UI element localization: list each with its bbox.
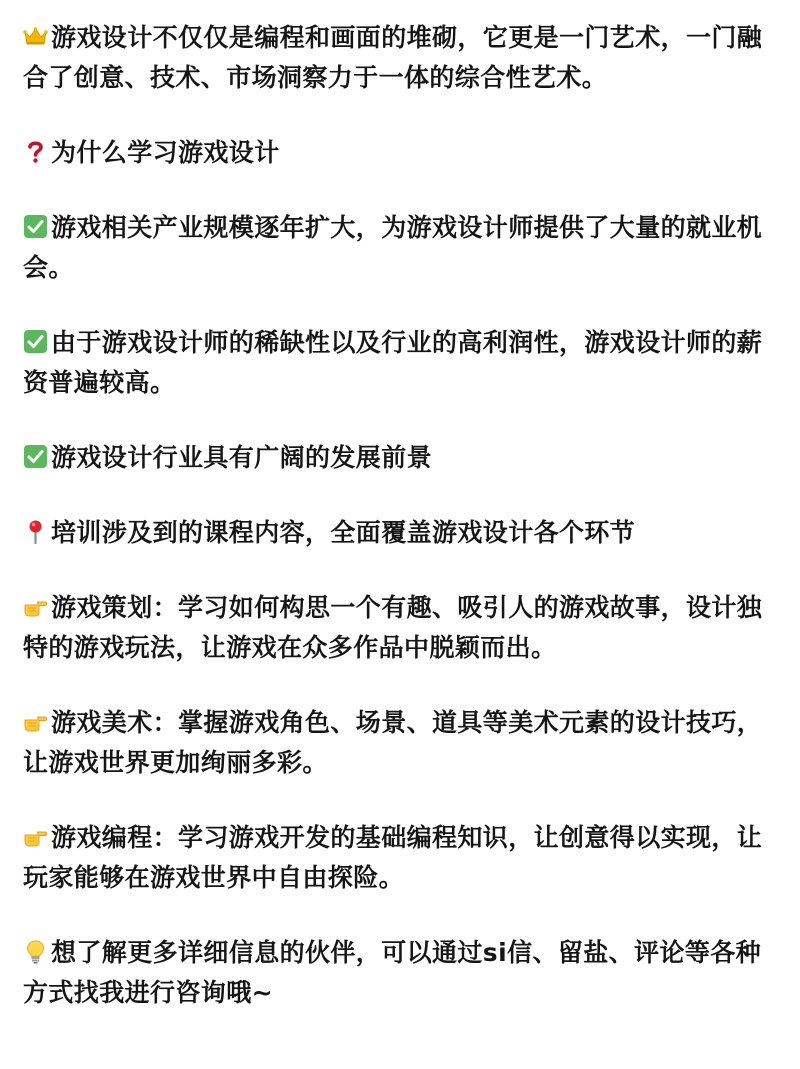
light-bulb-icon [23,939,48,964]
paragraph-text: 想了解更多详细信息的伙伴，可以通过si信、留盐、评论等各种方式找我进行咨询哦~ [23,938,762,1007]
list-item [23,703,775,783]
paragraph-text: 为什么学习游戏设计 [51,138,280,167]
paragraph-intro [23,18,775,98]
list-item [23,208,775,288]
check-mark-icon [23,214,48,239]
list-item [23,588,775,668]
section-heading-why [23,133,775,173]
pin-icon [23,519,48,544]
paragraph-text: 游戏设计行业具有广阔的发展前景 [51,443,433,472]
crown-icon [23,24,48,49]
document-body [23,18,775,1013]
question-mark-icon [23,139,48,164]
section-heading-courses [23,513,775,553]
pointing-hand-icon [23,709,48,734]
paragraph-text: 游戏相关产业规模逐年扩大，为游戏设计师提供了大量的就业机会。 [23,213,763,282]
paragraph-text: 培训涉及到的课程内容，全面覆盖游戏设计各个环节 [51,518,636,547]
list-item [23,323,775,403]
check-mark-icon [23,444,48,469]
paragraph-text: 游戏策划：学习如何构思一个有趣、吸引人的游戏故事，设计独特的游戏玩法，让游戏在众多作品中脱颖而出。 [23,593,763,662]
closing-paragraph [23,933,775,1013]
pointing-hand-icon [23,594,48,619]
check-mark-icon [23,329,48,354]
paragraph-text: 由于游戏设计师的稀缺性以及行业的高利润性，游戏设计师的薪资普遍较高。 [23,328,763,397]
paragraph-text: 游戏编程：学习游戏开发的基础编程知识，让创意得以实现，让玩家能够在游戏世界中自由探险。 [23,823,763,892]
pointing-hand-icon [23,824,48,849]
paragraph-text: 游戏美术：掌握游戏角色、场景、道具等美术元素的设计技巧，让游戏世界更加绚丽多彩。 [23,708,763,777]
list-item [23,818,775,898]
list-item [23,438,775,478]
paragraph-text: 游戏设计不仅仅是编程和画面的堆砌，它更是一门艺术，一门融合了创意、技术、市场洞察力于一体的综合性艺术。 [23,23,763,92]
